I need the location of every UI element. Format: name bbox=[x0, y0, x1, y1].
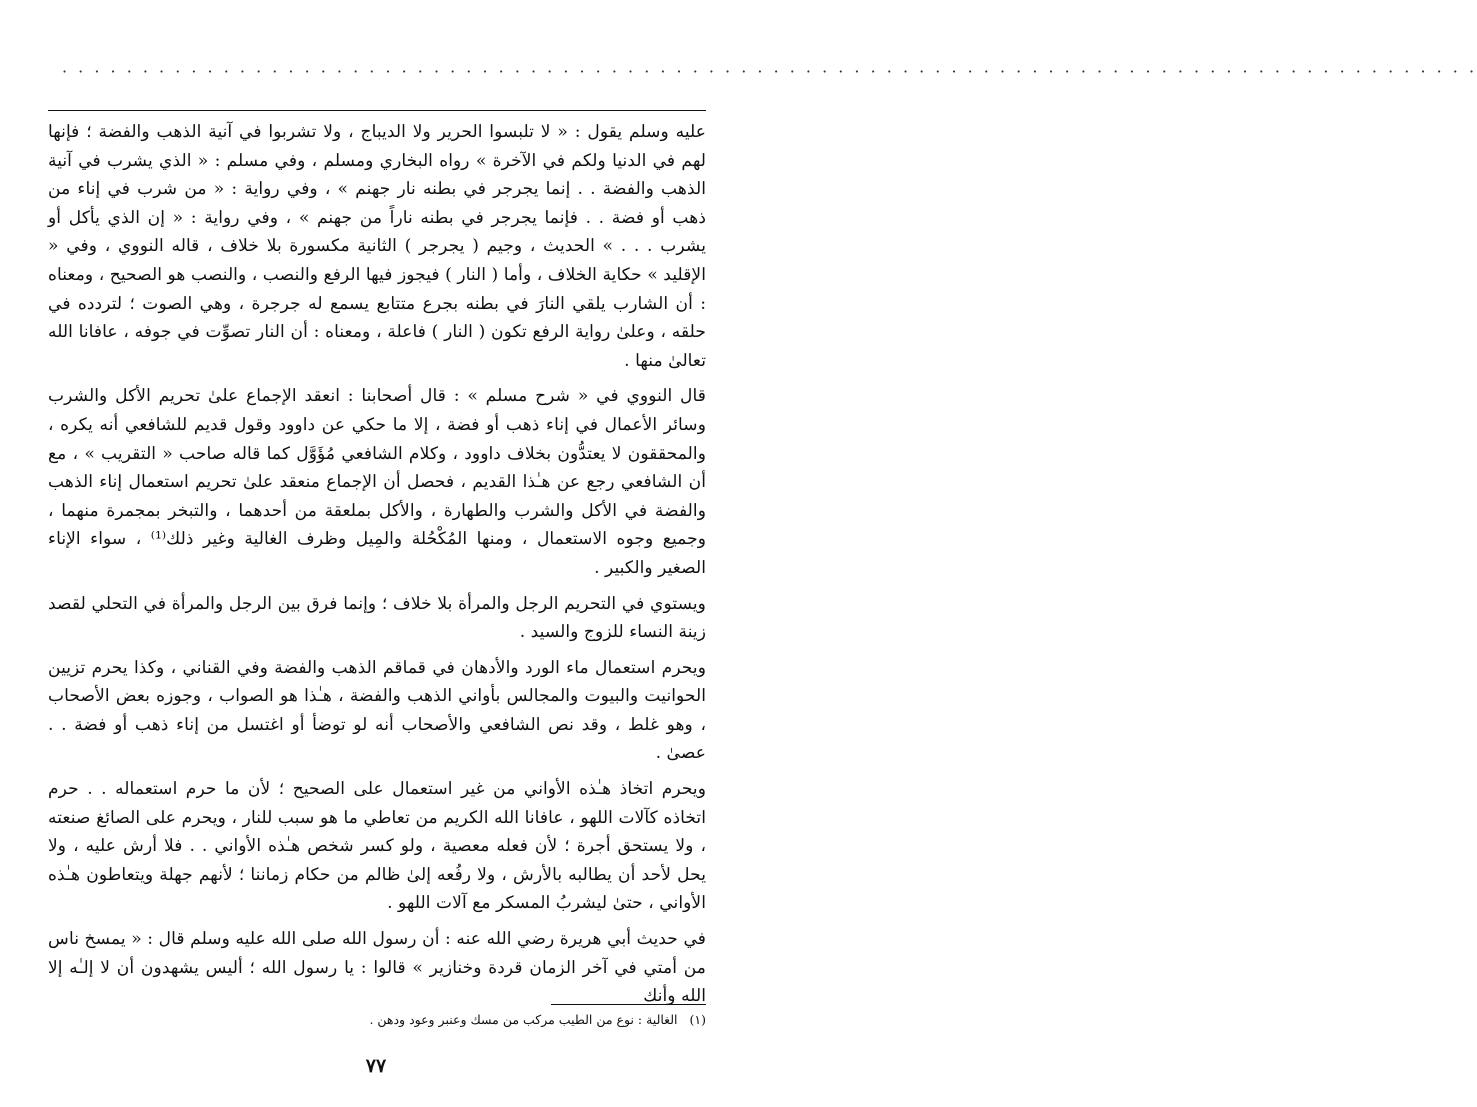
footnote-text: الغالية : نوع من الطيب مركب من مسك وعنبر وعود ودهن . bbox=[369, 1012, 678, 1027]
paragraph-3: ويستوي في التحريم الرجل والمرأة بلا خلاف ؛ وإنما فرق بين الرجل والمرأة في التحلي لقصد زينة النساء للزوج والسيد . bbox=[48, 593, 706, 643]
header-rule bbox=[48, 110, 706, 111]
footnote bbox=[48, 1010, 706, 1030]
header-dotted-line: · · · · · · · · · · · · · · · · · · · · · · · · · · · · · · · · · · · · · · · · · · · · · · · · · · · · · · · · · · · · · · · · · · · · · · · · · · · · · · · · · · · · · · · · bbox=[62, 62, 1477, 81]
footnote-number: (١) bbox=[689, 1012, 706, 1027]
footnote-rule bbox=[551, 1004, 706, 1005]
main-text bbox=[48, 118, 706, 1018]
paragraph-4: ويحرم استعمال ماء الورد والأدهان في قماقم الذهب والفضة وفي القناني ، وكذا يحرم تزيين الحوانيت والبيوت والمجالس بأواني الذهب والفضة ، هـٰذا هو الصواب ، وجوزه بعض الأصحاب ، وهو غلط ، وقد نص الشافعي والأصحاب أنه لو توضأ أو اغتسل من إناء ذهب أو فضة . . عصىٰ . bbox=[48, 657, 706, 764]
paragraph-1: عليه وسلم يقول : « لا تلبسوا الحرير ولا الديباج ، ولا تشربوا في آنية الذهب والفضة ؛ فإنها لهم في الدنيا ولكم في الآخرة » رواه البخاري ومسلم ، وفي مسلم : « الذي يشرب في آنية الذهب والفضة . . إنما يجرجر في بطنه نار جهنم » ، وفي رواية : « من شرب في إناء من ذهب أو فضة . . فإنما يجرجر في بطنه ناراً من جهنم » ، وفي رواية : « إن الذي يأكل أو يشرب . . . » الحديث ، وجيم ( يجرجر ) الثانية مكسورة بلا خلاف ، قاله النووي ، وفي « الإقليد » حكاية الخلاف ، وأما ( النار ) فيجوز فيها الرفع والنصب ، والنصب هو الصحيح ، ومعناه : أن الشارب يلقي النارَ في بطنه بجرع متتابع يسمع له جرجرة ، وهي الصوت ؛ لتردده في حلقه ، وعلىٰ رواية الرفع تكون ( النار ) فاعلة ، ومعناه : أن النار تصوِّت في جوفه ، عافانا الله تعالىٰ منها . bbox=[48, 122, 706, 371]
paragraph-6: في حديث أبي هريرة رضي الله عنه : أن رسول الله صلى الله عليه وسلم قال : « يمسخ ناس من أمتي في آخر الزمان قردة وخنازير » قالوا : يا رسول الله ؛ أليس يشهدون أن لا إلـٰه إلا الله وأنك bbox=[48, 929, 706, 1007]
paragraph-2: قال النووي في « شرح مسلم » : قال أصحابنا : انعقد الإجماع علىٰ تحريم الأكل والشرب وسائر الأعمال في إناء ذهب أو فضة ، إلا ما حكي عن داوود وقول قديم للشافعي أنه يكره ، والمحققون لا يعتدُّون بخلاف داوود ، وكلام الشافعي مُؤَوَّل كما قاله صاحب « التقريب » ، مع أن الشافعي رجع عن هـٰذا القديم ، فحصل أن الإجماع منعقد علىٰ تحريم استعمال إناء الذهب والفضة في الأكل والشرب والطهارة ، والأكل بملعقة من أحدهما ، والتبخر بمجمرة منهما ، وجميع وجوه الاستعمال ، ومنها المُكْحُلة والمِيل وظرف الغالية وغير ذلك⁽¹⁾ ، سواء الإناء الصغير والكبير . bbox=[48, 386, 706, 578]
page-number: ٧٧ bbox=[365, 1055, 387, 1077]
paragraph-5: ويحرم اتخاذ هـٰذه الأواني من غير استعمال على الصحيح ؛ لأن ما حرم استعماله . . حرم اتخاذه كآلات اللهو ، عافانا الله الكريم من تعاطي ما هو سبب للنار ، ويحرم على الصائغ صنعته ، ولا يستحق أجرة ؛ لأن فعله معصية ، ولو كسر شخص هـٰذه الأواني . . فلا أرش عليه ، ولا يحل لأحد أن يطالبه بالأرش ، ولا رفُعه إلىٰ ظالم من حكام زماننا ؛ لأنهم جهلة ويتعاطون هـٰذه الأواني ، حتىٰ ليشربُ المسكر مع آلات اللهو . bbox=[48, 779, 706, 914]
